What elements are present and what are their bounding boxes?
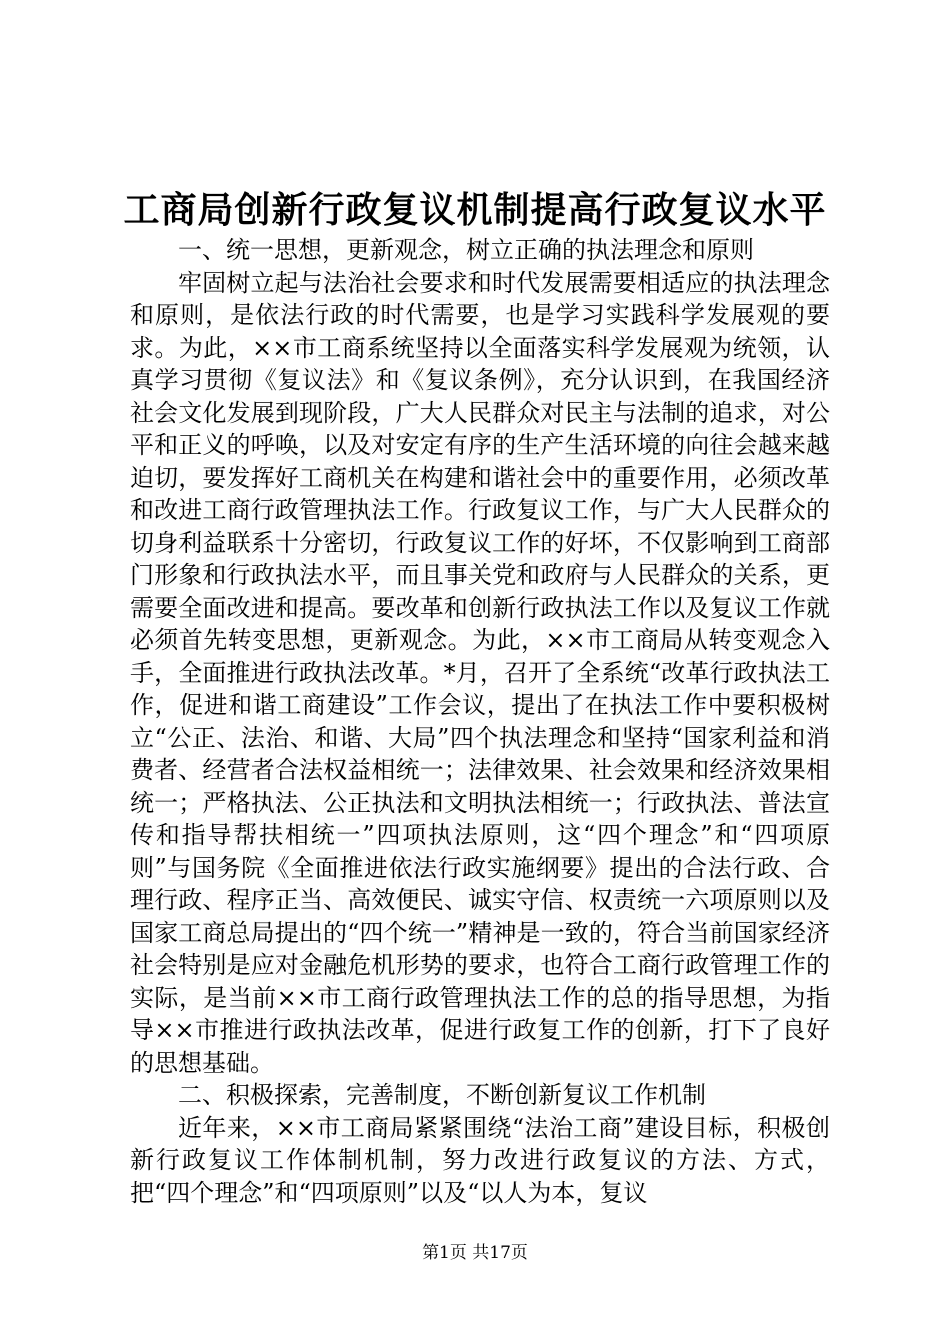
page-footer: 第1页 共17页 (422, 1243, 528, 1263)
section-heading-1: 一、统一思想，更新观念，树立正确的执法理念和原则 (178, 236, 754, 264)
body-paragraph-2: 近年来，××市工商局紧紧围绕“法治工商”建设目标，积极创新行政复议工作体制机制，努力改进行政复议的方法、方式，把“四个理念”和“四项原则”以及“以人为本，复议 (130, 1113, 830, 1207)
document-body (130, 234, 830, 1209)
section-heading-2: 二、积极探索，完善制度，不断创新复议工作机制 (178, 1081, 706, 1109)
document-title: 工商局创新行政复议机制提高行政复议水平 (123, 189, 827, 231)
body-paragraph-1: 牢固树立起与法治社会要求和时代发展需要相适应的执法理念和原则，是依法行政的时代需要，也是学习实践科学发展观的要求。为此，××市工商系统坚持以全面落实科学发展观为统领，认真学习贯彻《复议法》和《复议条例》，充分认识到，在我国经济社会文化发展到现阶段，广大人民群众对民主与法制的追求，对公平和正义的呼唤，以及对安定有序的生产生活环境的向往会越来越迫切，要发挥好工商机关在构建和谐社会中的重要作用，必须改革和改进工商行政管理执法工作。行政复议工作，与广大人民群众的切身利益联系十分密切，行政复议工作的好坏，不仅影响到工商部门形象和行政执法水平，而且事关党和政府与人民群众的关系，更需要全面改进和提高。要改革和创新行政执法工作以及复议工作就必须首先转变思想，更新观念。为此，××市工商局从转变观念入手，全面推进行政执法改革。*月，召开了全系统“改革行政执法工作，促进和谐工商建设”工作会议，提出了在执法工作中要积极树立“公正、法治、和谐、大局”四个执法理念和坚持“国家利益和消费者、经营者合法权益相统一；法律效果、社会效果和经济效果相统一；严格执法、公正执法和文明执法相统一；行政执法、普法宣传和指导帮扶相统一”四项执法原则，这“四个理念”和“四项原则”与国务院《全面推进依法行政实施纲要》提出的合法行政、合理行政、程序正当、高效便民、诚实守信、权责统一六项原则以及国家工商总局提出的“四个统一”精神是一致的，符合当前国家经济社会特别是应对金融危机形势的要求，也符合工商行政管理工作的实际，是当前××市工商行政管理执法工作的总的指导思想，为指导××市推进行政执法改革，促进行政复工作的创新，打下了良好的思想基础。 (130, 268, 830, 1077)
